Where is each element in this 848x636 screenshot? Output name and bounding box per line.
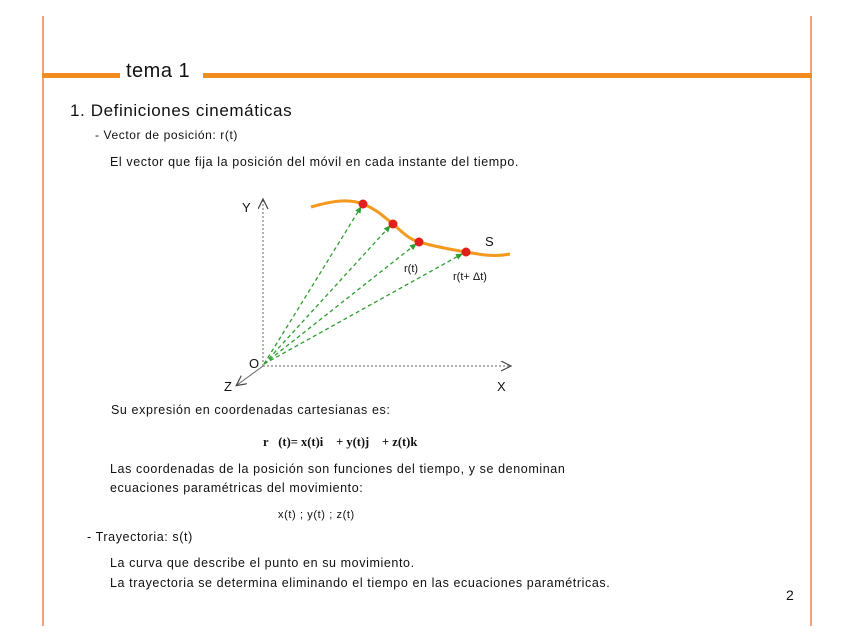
x-axis-label: X <box>497 379 506 394</box>
parametric-text-line-2: ecuaciones paramétricas del movimiento: <box>110 481 364 495</box>
position-vector-1 <box>264 207 361 364</box>
parametric-equations: x(t) ; y(t) ; z(t) <box>278 509 355 521</box>
cartesian-intro: Su expresión en coordenadas cartesianas es: <box>111 403 391 417</box>
trajectory-point-2 <box>389 220 398 229</box>
subtitle-trajectory: - Trayectoria: s(t) <box>87 530 193 544</box>
position-vector-formula: r⃗(t)= x(t)i⃗ + y(t)j⃗ + z(t)k⃗ <box>263 435 428 449</box>
vector-label-r-t-dt: r(t+ Δt) <box>453 271 487 283</box>
trajectory-point-3 <box>415 238 424 247</box>
trajectory-point-1 <box>359 200 368 209</box>
position-vector-4 <box>264 254 462 364</box>
subtitle-position-vector: - Vector de posición: r(t) <box>95 128 238 142</box>
y-axis-label: Y <box>242 200 251 215</box>
position-vector-2 <box>264 226 390 364</box>
position-description: El vector que fija la posición del móvil en cada instante del tiempo. <box>110 155 519 169</box>
position-vector-3 <box>264 244 419 364</box>
page-number: 2 <box>786 587 794 603</box>
parametric-text-line-1: Las coordenadas de la posición son funciones del tiempo, y se denominan <box>110 462 566 476</box>
z-axis-label: Z <box>224 379 232 394</box>
trajectory-curve-label: S <box>485 234 494 249</box>
origin-label: O <box>249 356 260 371</box>
trajectory-curve <box>311 201 510 256</box>
section-title: 1. Definiciones cinemáticas <box>70 101 293 120</box>
slide-header-title: tema 1 <box>126 60 191 82</box>
vector-label-r-t: r(t) <box>404 263 419 275</box>
trajectory-point-4 <box>462 248 471 257</box>
trajectory-text-line-2: La trayectoria se determina eliminando el tiempo en las ecuaciones paramétricas. <box>110 576 611 590</box>
trajectory-text-line-1: La curva que describe el punto en su movimiento. <box>110 556 415 570</box>
